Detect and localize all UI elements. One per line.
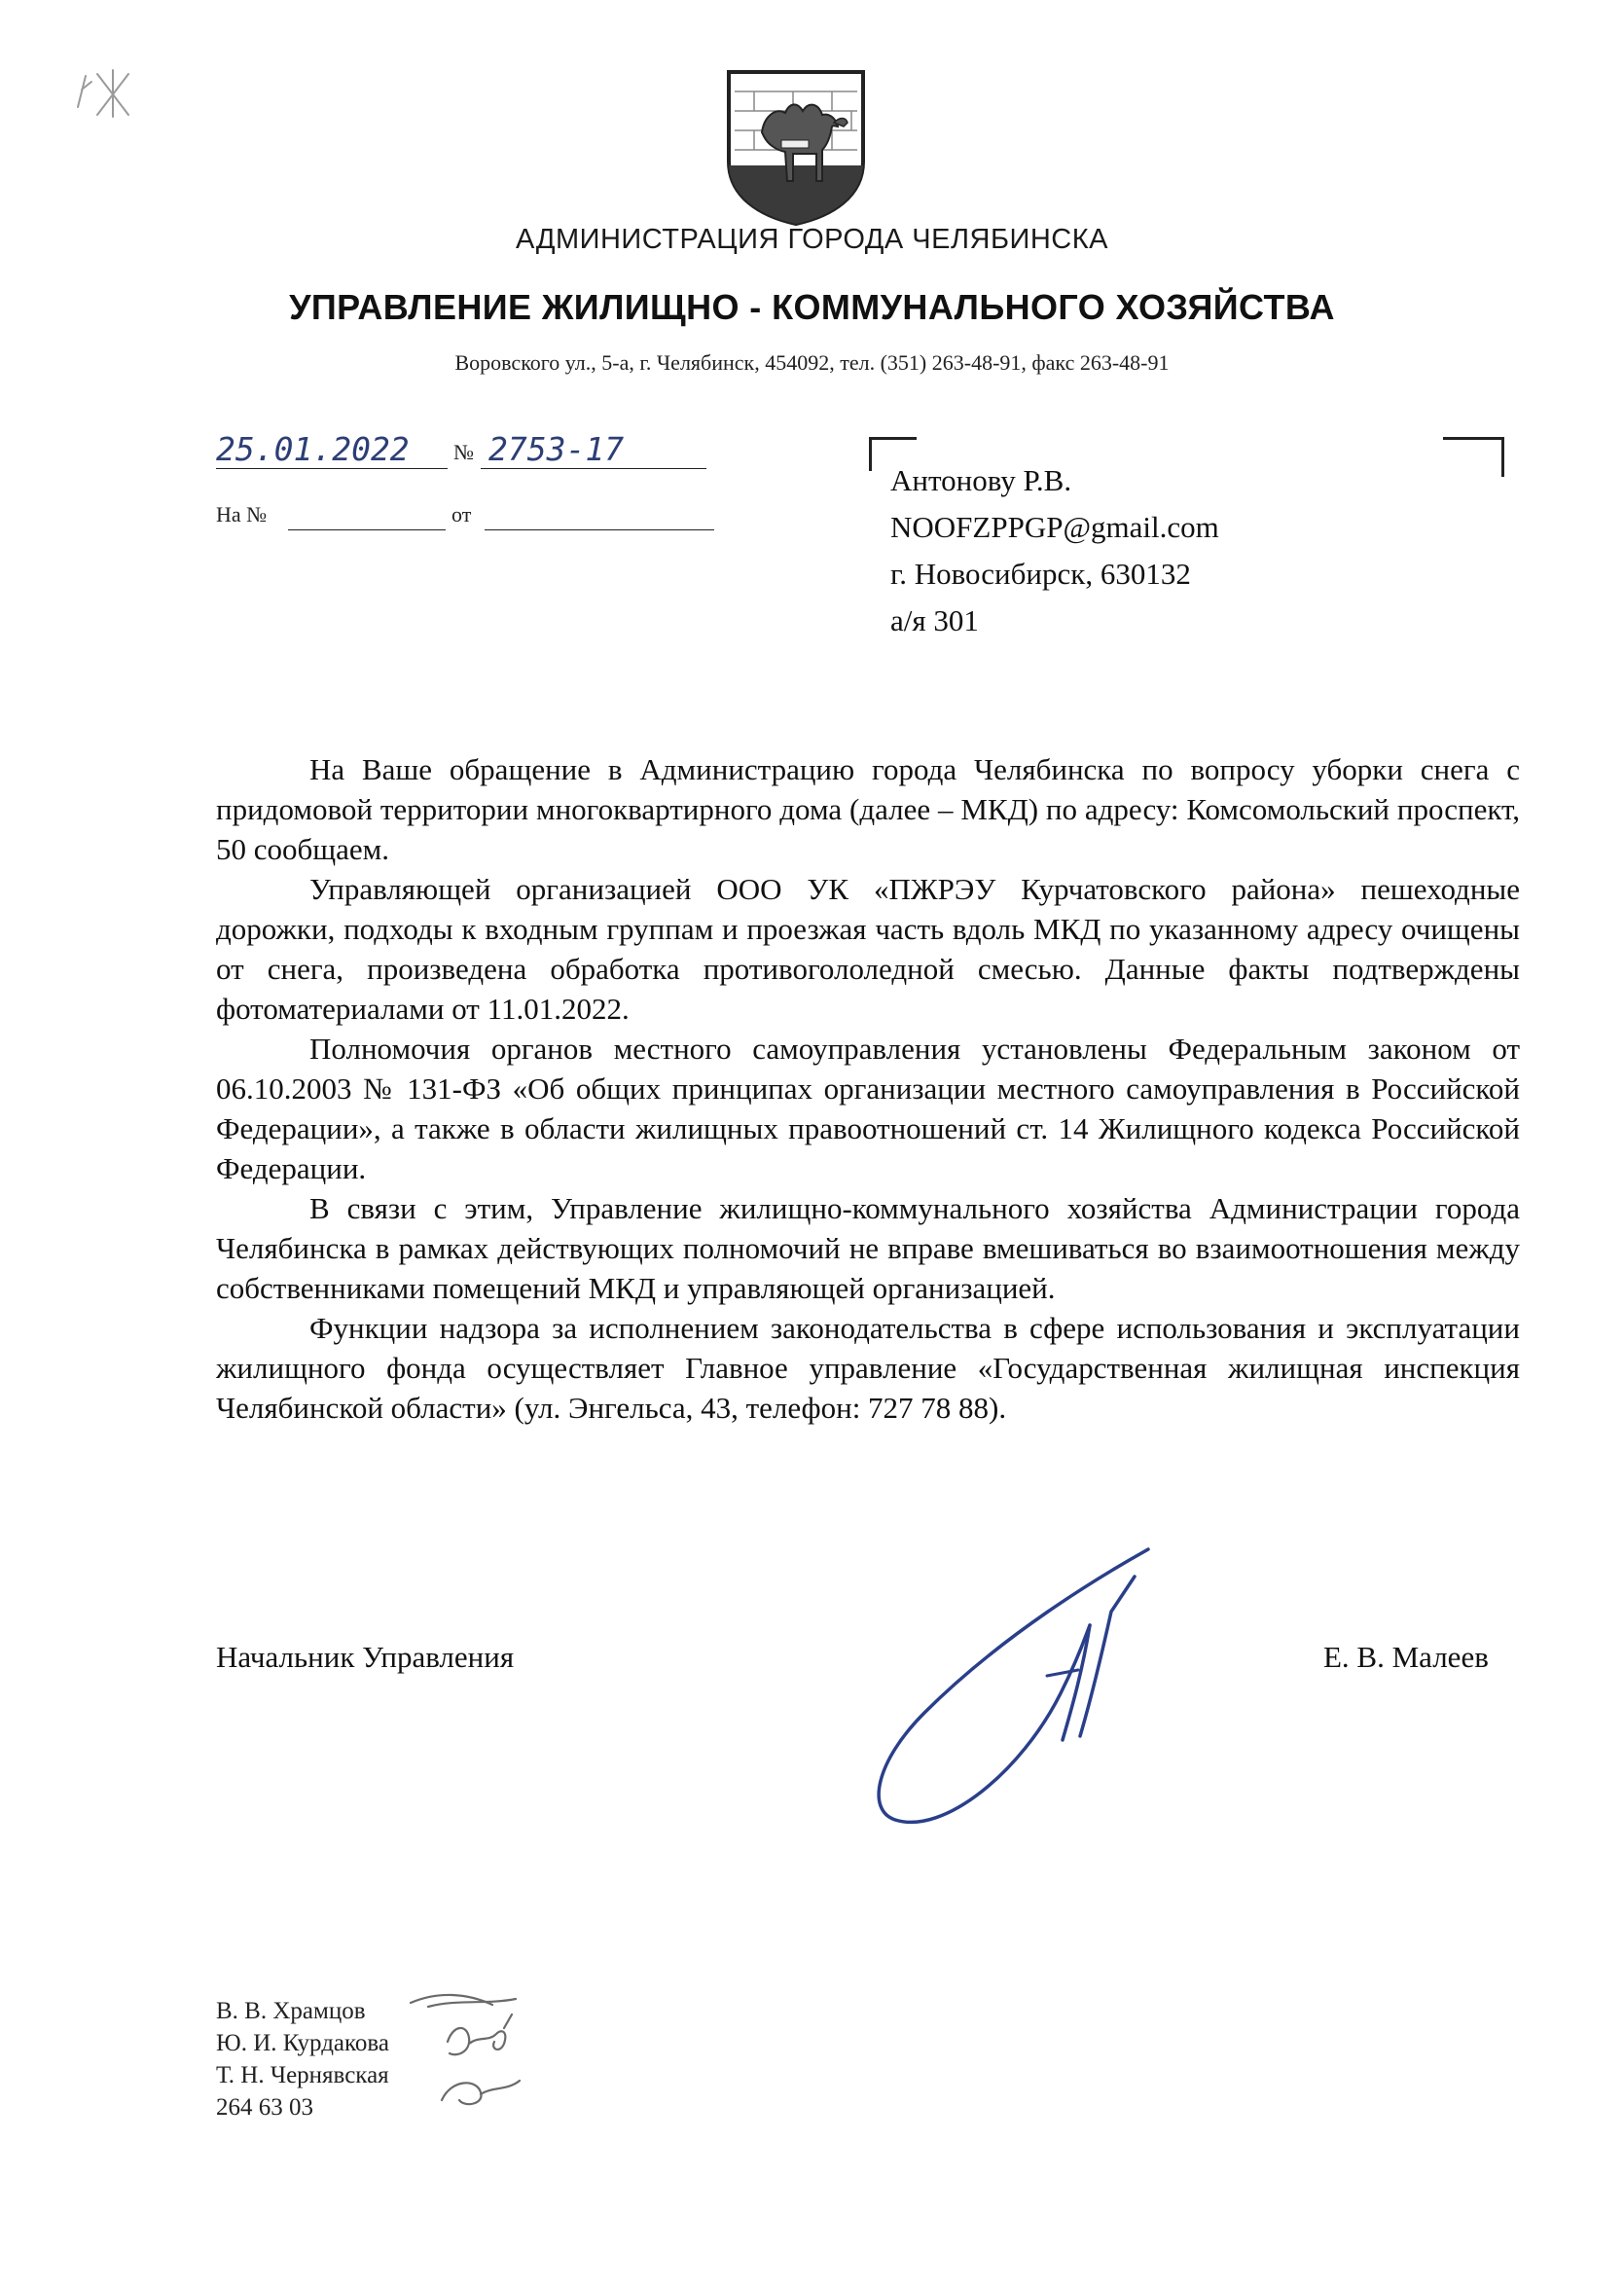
addressee-po-box: а/я 301 bbox=[890, 603, 979, 637]
handwritten-initials-icon bbox=[399, 1985, 574, 2131]
body-paragraph: Функции надзора за исполнением законодательства в сфере использования и эксплуатации жилищного фонда осуществляет Главное управление «Государственная жилищная инспекция Челябинской области» (ул. Энгельса, 43, телефон: 727 78 88). bbox=[216, 1311, 1520, 1425]
body-paragraph: В связи с этим, Управление жилищно-коммунального хозяйства Администрации города Челябинска в рамках действующих полномочий не вправе вмешиваться во взаимоотношения между собственниками помещений МКД и управляющей организацией. bbox=[216, 1191, 1520, 1305]
handwritten-margin-note-icon bbox=[68, 56, 146, 125]
org-admin-name: АДМИНИСТРАЦИЯ ГОРОДА ЧЕЛЯБИНСКА bbox=[516, 224, 1108, 255]
outgoing-number: 2753-17 bbox=[488, 430, 625, 468]
addressee-name: Антонову Р.В. bbox=[890, 463, 1072, 497]
executor-name: Ю. И. Курдакова bbox=[216, 2030, 389, 2056]
number-label: № bbox=[453, 440, 474, 464]
executor-name: В. В. Храмцов bbox=[216, 1998, 366, 2024]
reply-date-underline bbox=[485, 529, 714, 530]
number-underline bbox=[481, 468, 706, 469]
signatory-title: Начальник Управления bbox=[216, 1640, 515, 1674]
body-paragraph: На Ваше обращение в Администрацию города Челябинска по вопросу уборки снега с придомовой территории многоквартирного дома (далее – МКД) по адресу: Комсомольский проспект, 50 сообщаем. bbox=[216, 752, 1520, 866]
letter-body bbox=[216, 749, 1520, 1428]
org-address: Воровского ул., 5-а, г. Челябинск, 454092, тел. (351) 263-48-91, факс 263-48-91 bbox=[454, 350, 1170, 375]
from-label: от bbox=[451, 502, 472, 526]
chelyabinsk-coat-of-arms-camel-icon bbox=[725, 68, 867, 226]
addressee-city: г. Новосибирск, 630132 bbox=[890, 557, 1191, 591]
body-paragraph: Полномочия органов местного самоуправления установлены Федеральным законом от 06.10.2003 № 131-ФЗ «Об общих принципах организации местного самоуправления в Российской Федерации», а также в области жилищных правоотношений ст. 14 Жилищного кодекса Российской Федерации. bbox=[216, 1032, 1520, 1185]
executor-phone: 264 63 03 bbox=[216, 2094, 313, 2121]
reply-number-underline bbox=[288, 529, 446, 530]
date-underline bbox=[216, 468, 448, 469]
body-paragraph: Управляющей организацией ООО УК «ПЖРЭУ Курчатовского района» пешеходные дорожки, подходы к входным группам и проезжая часть вдоль МКД по указанному адресу очищены от снега, произведена обработка противогололедной смесью. Данные факты подтверждены фотоматериалами от 11.01.2022. bbox=[216, 872, 1520, 1026]
addressee-email: NOOFZPPGP@gmail.com bbox=[890, 510, 1219, 544]
outgoing-date: 25.01.2022 bbox=[216, 430, 410, 468]
addressee-block bbox=[890, 457, 1219, 644]
executors-block bbox=[216, 1995, 389, 2123]
reply-label: На № bbox=[216, 502, 268, 526]
signatory-name: Е. В. Малеев bbox=[1323, 1640, 1489, 1674]
handwritten-signature-icon bbox=[856, 1528, 1207, 1839]
executor-name: Т. Н. Чернявская bbox=[216, 2062, 389, 2088]
org-department-name: УПРАВЛЕНИЕ ЖИЛИЩНО - КОММУНАЛЬНОГО ХОЗЯЙСТВА bbox=[289, 287, 1335, 327]
address-corner-right bbox=[1443, 437, 1504, 477]
